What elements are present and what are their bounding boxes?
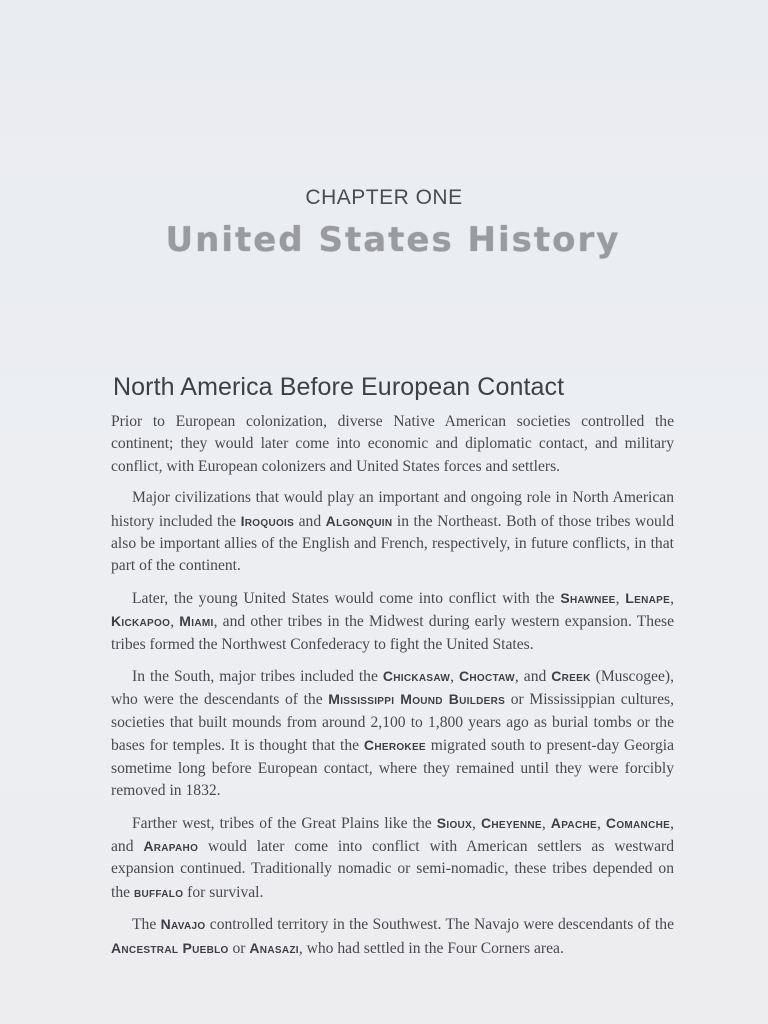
text-run: Later, the young United States would come into conflict with the (132, 589, 561, 607)
paragraph-5 (111, 812, 674, 905)
text-run: would later come into conflict with American settlers as westward expansion continued. Traditionally nomadic or semi-nomadic, these tribes depended on the (111, 837, 674, 901)
tribe-term: Anasazi (249, 939, 299, 956)
text-run: (Muscogee), who were the descendants of the (111, 668, 674, 709)
tribe-term: Shawnee (560, 589, 616, 606)
paragraph-6 (111, 913, 674, 960)
paragraph-2 (111, 487, 674, 578)
tribe-term: Mississippi Mound Builders (328, 691, 506, 708)
tribe-term: Cheyenne (480, 814, 542, 831)
text-run: , (472, 814, 481, 832)
text-run: , (170, 613, 180, 631)
text-run: and (294, 512, 326, 530)
text-run: The (132, 916, 161, 934)
tribe-term: Apache (550, 814, 597, 831)
tribe-term: Arapaho (143, 837, 199, 854)
body-text (111, 411, 674, 969)
text-run: , (615, 589, 626, 607)
text-run: Prior to European colonization, diverse Native American societies controlled the continent; they would later come into economic and diplomatic contact, and military conflict, with European colonizers and United States forces and settlers. (111, 413, 674, 475)
text-run: or Mississippian cultures, societies that built mounds from around 2,100 to 1,800 years ago as burial tombs or the bases for temples. It is thought that the (111, 691, 674, 755)
text-run: In the South, major tribes included the (132, 668, 383, 686)
text-run: controlled territory in the Southwest. The Navajo were descendants of the (205, 916, 674, 934)
text-run: Major civilizations that would play an important and ongoing role in North American history included the (111, 489, 674, 530)
tribe-term: Sioux (436, 814, 473, 831)
tribe-term: Choctaw (458, 668, 515, 685)
tribe-term: Cherokee (363, 737, 426, 754)
tribe-term: Algonquin (325, 512, 393, 529)
text-run: Farther west, tribes of the Great Plains like the (132, 814, 437, 832)
tribe-term: Ancestral Pueblo (111, 939, 229, 956)
tribe-term: Comanche (605, 814, 671, 831)
tribe-term: Iroquois (240, 512, 295, 529)
tribe-term: Creek (551, 668, 591, 685)
text-run: or (228, 939, 250, 957)
text-run: , who had settled in the Four Corners area. (298, 939, 564, 957)
paragraph-3 (111, 587, 674, 656)
text-run: in the Northeast. Both of those tribes would also be important allies of the English and French, respectively, in future conflicts, in that part of the continent. (111, 512, 674, 575)
tribe-term: Chickasaw (382, 668, 451, 685)
paragraph-4 (111, 665, 674, 802)
text-run: , (596, 814, 606, 832)
chapter-title: United States History (165, 220, 621, 260)
text-run: , and (514, 668, 552, 686)
text-run: , and other tribes in the Midwest during early western expansion. These tribes formed the Northwest Confederacy to fight the United States. (111, 613, 674, 653)
text-run: , (670, 589, 675, 607)
tribe-term: Lenape (625, 589, 671, 606)
tribe-term: Navajo (160, 916, 206, 933)
text-run: , (450, 668, 459, 686)
tribe-term: Kickapoo (111, 613, 171, 630)
tribe-term: Miami (179, 613, 214, 630)
paragraph-1 (111, 411, 674, 478)
chapter-label: CHAPTER ONE (305, 186, 463, 209)
text-run: , and (111, 814, 674, 855)
text-run: for survival. (183, 883, 264, 901)
section-heading: North America Before European Contact (113, 373, 565, 401)
text-run: migrated south to present-day Georgia sometime long before European contact, where they remained until they were forcibly removed in 1832. (111, 737, 675, 800)
text-run: , (541, 814, 551, 832)
key-term: buffalo (133, 883, 184, 900)
